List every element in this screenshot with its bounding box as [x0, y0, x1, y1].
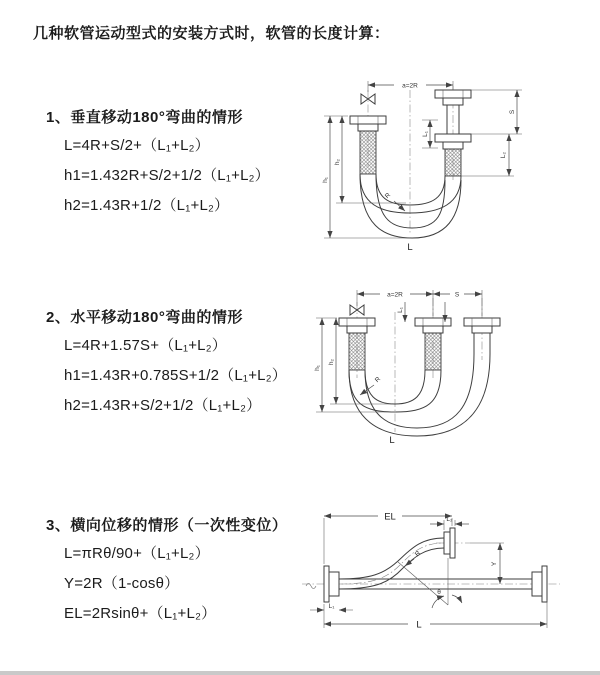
dim-label-r: R [373, 375, 383, 385]
dim-label-r: R [383, 191, 393, 201]
formula-line: L=πRθ/90+（L₁+L₂） [64, 545, 210, 562]
section-1-heading: 1、垂直移动180°弯曲的情形 [46, 109, 243, 126]
dim-label-r: R [413, 549, 423, 559]
horizontal-180-bend-diagram [312, 282, 567, 447]
formula-line: EL=2Rsinθ+（L₁+L₂） [64, 605, 217, 622]
dim-label-l1: L₁ [397, 307, 404, 313]
dim-label-theta: θ [437, 589, 441, 596]
dim-label-l2: L₂ [500, 151, 507, 159]
section-2-heading: 2、水平移动180°弯曲的情形 [46, 309, 243, 326]
dimensions [310, 512, 547, 631]
page-title: 几种软管运动型式的安装方式时，软管的长度计算： [33, 25, 390, 42]
dim-label-h1: h₁ [314, 365, 321, 371]
lateral-displacement-diagram [298, 502, 590, 644]
hose-outline [324, 528, 547, 602]
dim-label-s: S [509, 109, 516, 115]
dim-label-l: L [389, 435, 395, 446]
formula-line: Y=2R（1-cosθ） [64, 575, 180, 592]
dim-label-l: L [407, 242, 413, 253]
vertical-180-bend-diagram [310, 70, 560, 255]
formula-line: h1=1.432R+S/2+1/2（L₁+L₂） [64, 167, 270, 184]
section-3-heading: 3、横向位移的情形（一次性变位） [46, 517, 288, 534]
dim-label-y: Y [491, 561, 498, 567]
dim-label-l: L [416, 619, 422, 631]
dim-label-h2: h₂ [334, 158, 341, 166]
braid-section [425, 333, 441, 370]
formula-line: h2=1.43R+S/2+1/2（L₁+L₂） [64, 397, 262, 414]
dim-label-h2: h₂ [328, 358, 335, 366]
dim-label-el: EL [384, 511, 396, 523]
dim-label-h1: h₁ [322, 177, 329, 183]
dim-label-l1: L₁ [328, 603, 335, 610]
dim-label-l1: L₁ [422, 131, 429, 137]
braid-section [445, 149, 461, 176]
dim-label-l2: L₂ [446, 516, 453, 523]
formula-line: h1=1.43R+0.785S+1/2（L₁+L₂） [64, 367, 287, 384]
formula-line: h2=1.43R+1/2（L₁+L₂） [64, 197, 230, 214]
braid-section [360, 131, 376, 174]
formula-line: L=4R+S/2+（L₁+L₂） [64, 137, 210, 154]
scan-edge [0, 671, 600, 675]
braid-section [349, 333, 365, 370]
dim-label-s: S [454, 291, 460, 299]
dim-label-span: a=2R [387, 291, 403, 299]
formula-line: L=4R+1.57S+（L₁+L₂） [64, 337, 227, 354]
hose-outline [339, 305, 500, 436]
dim-label-span: a=2R [402, 82, 418, 90]
dimensions [314, 290, 482, 446]
break-symbol [306, 584, 316, 589]
